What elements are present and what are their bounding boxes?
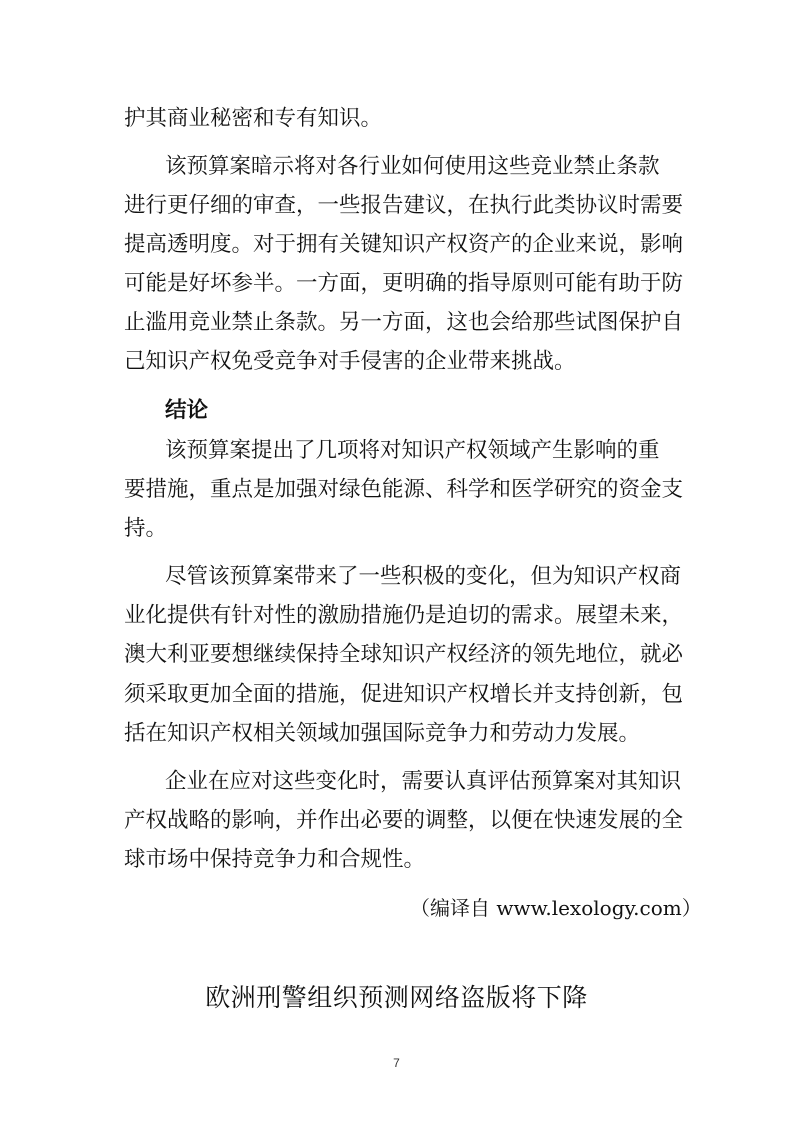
paragraph-line: 企业在应对这些变化时，需要认真评估预算案对其知识 xyxy=(165,769,682,794)
page-number: 7 xyxy=(393,1056,400,1070)
paragraph-line: 要措施，重点是加强对绿色能源、科学和医学研究的资金支 xyxy=(124,477,684,502)
paragraph-line: 球市场中保持竞争力和合规性。 xyxy=(124,847,426,872)
paragraph-line: 可能是好坏参半。一方面，更明确的指导原则可能有助于防 xyxy=(124,271,684,296)
paragraph-line: 持。 xyxy=(124,516,168,541)
paragraph-line: 产权战略的影响，并作出必要的调整，以便在快速发展的全 xyxy=(124,808,684,833)
paragraph-line: 己知识产权免受竞争对手侵害的企业带来挑战。 xyxy=(124,349,576,374)
paragraph-line: 护其商业秘密和专有知识。 xyxy=(124,106,383,131)
section-heading: 结论 xyxy=(165,398,209,423)
paragraph-line: 括在知识产权相关领域加强国际竞争力和劳动力发展。 xyxy=(124,721,641,746)
paragraph-line: 进行更仔细的审查，一些报告建议，在执行此类协议时需要 xyxy=(124,193,684,218)
paragraph-line: 提高透明度。对于拥有关键知识产权资产的企业来说，影响 xyxy=(124,232,684,257)
next-article-title: 欧洲刑警组织预测网络盗版将下降 xyxy=(205,983,588,1012)
paragraph-line: 尽管该预算案带来了一些积极的变化，但为知识产权商 xyxy=(165,564,682,589)
paragraph-line: 业化提供有针对性的激励措施仍是迫切的需求。展望未来， xyxy=(124,603,684,628)
paragraph-line: 澳大利亚要想继续保持全球知识产权经济的领先地位，就必 xyxy=(124,642,684,667)
paragraph-line: 须采取更加全面的措施，促进知识产权增长并支持创新，包 xyxy=(124,682,684,707)
source-attribution: （编译自 www.lexology.com） xyxy=(410,896,702,920)
paragraph-line: 该预算案暗示将对各行业如何使用这些竞业禁止条款 xyxy=(165,154,660,179)
paragraph-line: 止滥用竞业禁止条款。另一方面，这也会给那些试图保护自 xyxy=(124,310,684,335)
paragraph-line: 该预算案提出了几项将对知识产权领域产生影响的重 xyxy=(165,438,660,463)
